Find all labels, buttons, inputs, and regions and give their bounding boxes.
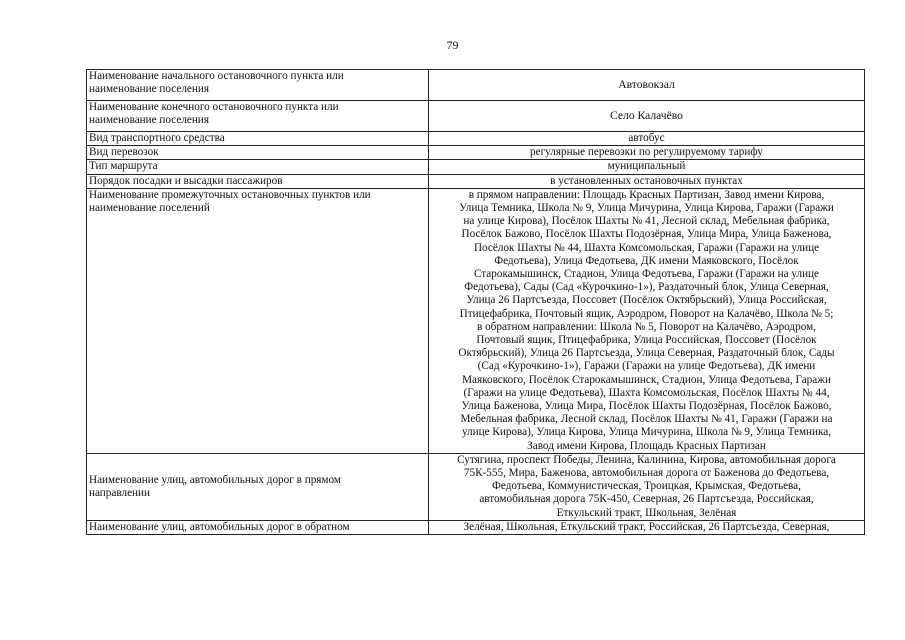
table-row bbox=[87, 101, 865, 132]
value-line: Посёлок Бажово, Посёлок Шахты Подозёрная, Улица Мира, Улица Баженова, bbox=[461, 228, 832, 241]
row-label bbox=[87, 160, 429, 174]
label-line: наименование поселения bbox=[89, 83, 209, 96]
label-line: Наименование начального остановочного пункта или bbox=[89, 70, 344, 82]
route-table bbox=[86, 69, 865, 535]
value-line: Птицефабрика, Почтовый ящик, Аэродром, Поворот на Калачёво, Школа № 5; bbox=[459, 307, 834, 320]
value-line: в прямом направлении: Площадь Красных Партизан, Завод имени Кирова, bbox=[468, 188, 825, 201]
value-line: улице Кирова), Улица Кирова, Улица Мичурина, Школа № 9, Улица Темника, bbox=[461, 426, 832, 439]
value-line: регулярные перевозки по регулируемому тарифу bbox=[530, 146, 763, 159]
value-line: в установленных остановочных пунктах bbox=[550, 174, 743, 187]
row-label bbox=[87, 453, 429, 520]
value-line: Улица Темника, Школа № 9, Улица Мичурина, Улица Кирова, Гаражи (Гаражи bbox=[459, 202, 834, 215]
label-line: наименование поселений bbox=[89, 202, 210, 215]
value-line: автомобильная дорога 75К-450, Северная, 26 Партсъезда, Российская, bbox=[479, 493, 814, 506]
value-line: (Гаражи на улице Федотьева), Шахта Комсомольская, Посёлок Шахты № 44, bbox=[463, 386, 830, 399]
row-value bbox=[429, 101, 865, 132]
value-line: Автовокзал bbox=[618, 78, 675, 92]
value-line: Завод имени Кирова, Площадь Красных Партизан bbox=[527, 439, 766, 452]
row-label bbox=[87, 188, 429, 453]
value-line: Еткульский тракт, Школьная, Зелёная bbox=[556, 506, 737, 519]
label-line: наименование поселения bbox=[89, 114, 209, 127]
row-label bbox=[87, 132, 429, 146]
value-line: Сутягина, проспект Победы, Ленина, Калинина, Кирова, автомобильная дорога bbox=[457, 453, 836, 466]
row-value bbox=[429, 160, 865, 174]
value-line: Маяковского, Посёлок Старокамышинск, Стадион, Улица Федотьева, Гаражи bbox=[462, 373, 831, 386]
row-label bbox=[87, 520, 429, 534]
row-value bbox=[429, 174, 865, 188]
value-line: Село Калачёво bbox=[610, 109, 683, 123]
value-line: Старокамышинск, Стадион, Улица Федотьева, Гаражи (Гаражи на улице bbox=[473, 268, 820, 281]
row-value bbox=[429, 132, 865, 146]
row-label bbox=[87, 70, 429, 101]
value-line: Улица 26 Партсъезда, Поссовет (Посёлок Октябрьский), Улица Российская, bbox=[466, 294, 827, 307]
value-line: Почтовый ящик, Птицефабрика, Улица Российская, Поссовет (Посёлок bbox=[476, 334, 817, 347]
value-line: Мебельная фабрика, Лесной склад, Посёлок Шахты № 41, Гаражи (Гаражи на bbox=[460, 413, 833, 426]
row-label bbox=[87, 101, 429, 132]
row-value bbox=[429, 146, 865, 160]
value-line: 75К-555, Мира, Баженова, автомобильная дорога от Баженова до Федотьева, bbox=[463, 467, 830, 480]
label-line: Порядок посадки и высадки пассажиров bbox=[89, 174, 283, 187]
table-row bbox=[87, 188, 865, 453]
page-number: 79 bbox=[446, 38, 459, 52]
value-line: Улица Баженова, Улица Мира, Посёлок Шахты Подозёрная, Посёлок Бажово, bbox=[461, 400, 832, 413]
table-row bbox=[87, 146, 865, 160]
value-line: автобус bbox=[628, 132, 665, 144]
row-value bbox=[429, 70, 865, 101]
value-line: Федотьева), Улица Федотьева, ДК имени Маяковского, Посёлок bbox=[494, 254, 799, 267]
value-line: Федотьева), Сады (Сад «Курочкино-1»), Раздаточный блок, Улица Северная, bbox=[464, 281, 829, 294]
value-line: муниципальный bbox=[607, 160, 686, 173]
label-line: Наименование промежуточных остановочных пунктов или bbox=[89, 188, 371, 201]
row-label bbox=[87, 146, 429, 160]
label-line: Тип маршрута bbox=[89, 160, 158, 173]
value-line: Октябрьский), Улица 26 Партсъезда, Улица Северная, Раздаточный блок, Сады bbox=[458, 347, 835, 360]
value-line: (Сад «Курочкино-1»), Гаражи (Гаражи на улице Федотьева), ДК имени bbox=[477, 360, 816, 373]
value-line: в обратном направлении: Школа № 5, Поворот на Калачёво, Аэродром, bbox=[477, 320, 816, 333]
row-value bbox=[429, 188, 865, 453]
label-line: Вид перевозок bbox=[89, 146, 159, 159]
table-row bbox=[87, 160, 865, 174]
table-row bbox=[87, 453, 865, 520]
row-value bbox=[429, 453, 865, 520]
value-line: на улице Кирова), Посёлок Шахты № 41, Лесной склад, Мебельная фабрика, bbox=[463, 215, 830, 228]
table-row bbox=[87, 174, 865, 188]
row-value bbox=[429, 520, 865, 534]
value-line: Посёлок Шахты № 44, Шахта Комсомольская, Гаражи (Гаражи на улице bbox=[473, 241, 820, 254]
label-line: Наименование улиц, автомобильных дорог в прямом bbox=[89, 473, 341, 486]
table-row bbox=[87, 520, 865, 534]
label-line: Наименование конечного остановочного пункта или bbox=[89, 101, 339, 113]
label-line: Вид транспортного средства bbox=[89, 132, 225, 144]
row-label bbox=[87, 174, 429, 188]
table-row bbox=[87, 132, 865, 146]
value-line: Зелёная, Школьная, Еткульский тракт, Российская, 26 Партсъезда, Северная, bbox=[463, 520, 830, 533]
label-line: Наименование улиц, автомобильных дорог в обратном bbox=[89, 520, 350, 533]
table-row bbox=[87, 70, 865, 101]
label-line: направлении bbox=[89, 486, 150, 499]
value-line: Федотьева, Коммунистическая, Троицкая, Крымская, Федотьева, bbox=[492, 480, 801, 493]
